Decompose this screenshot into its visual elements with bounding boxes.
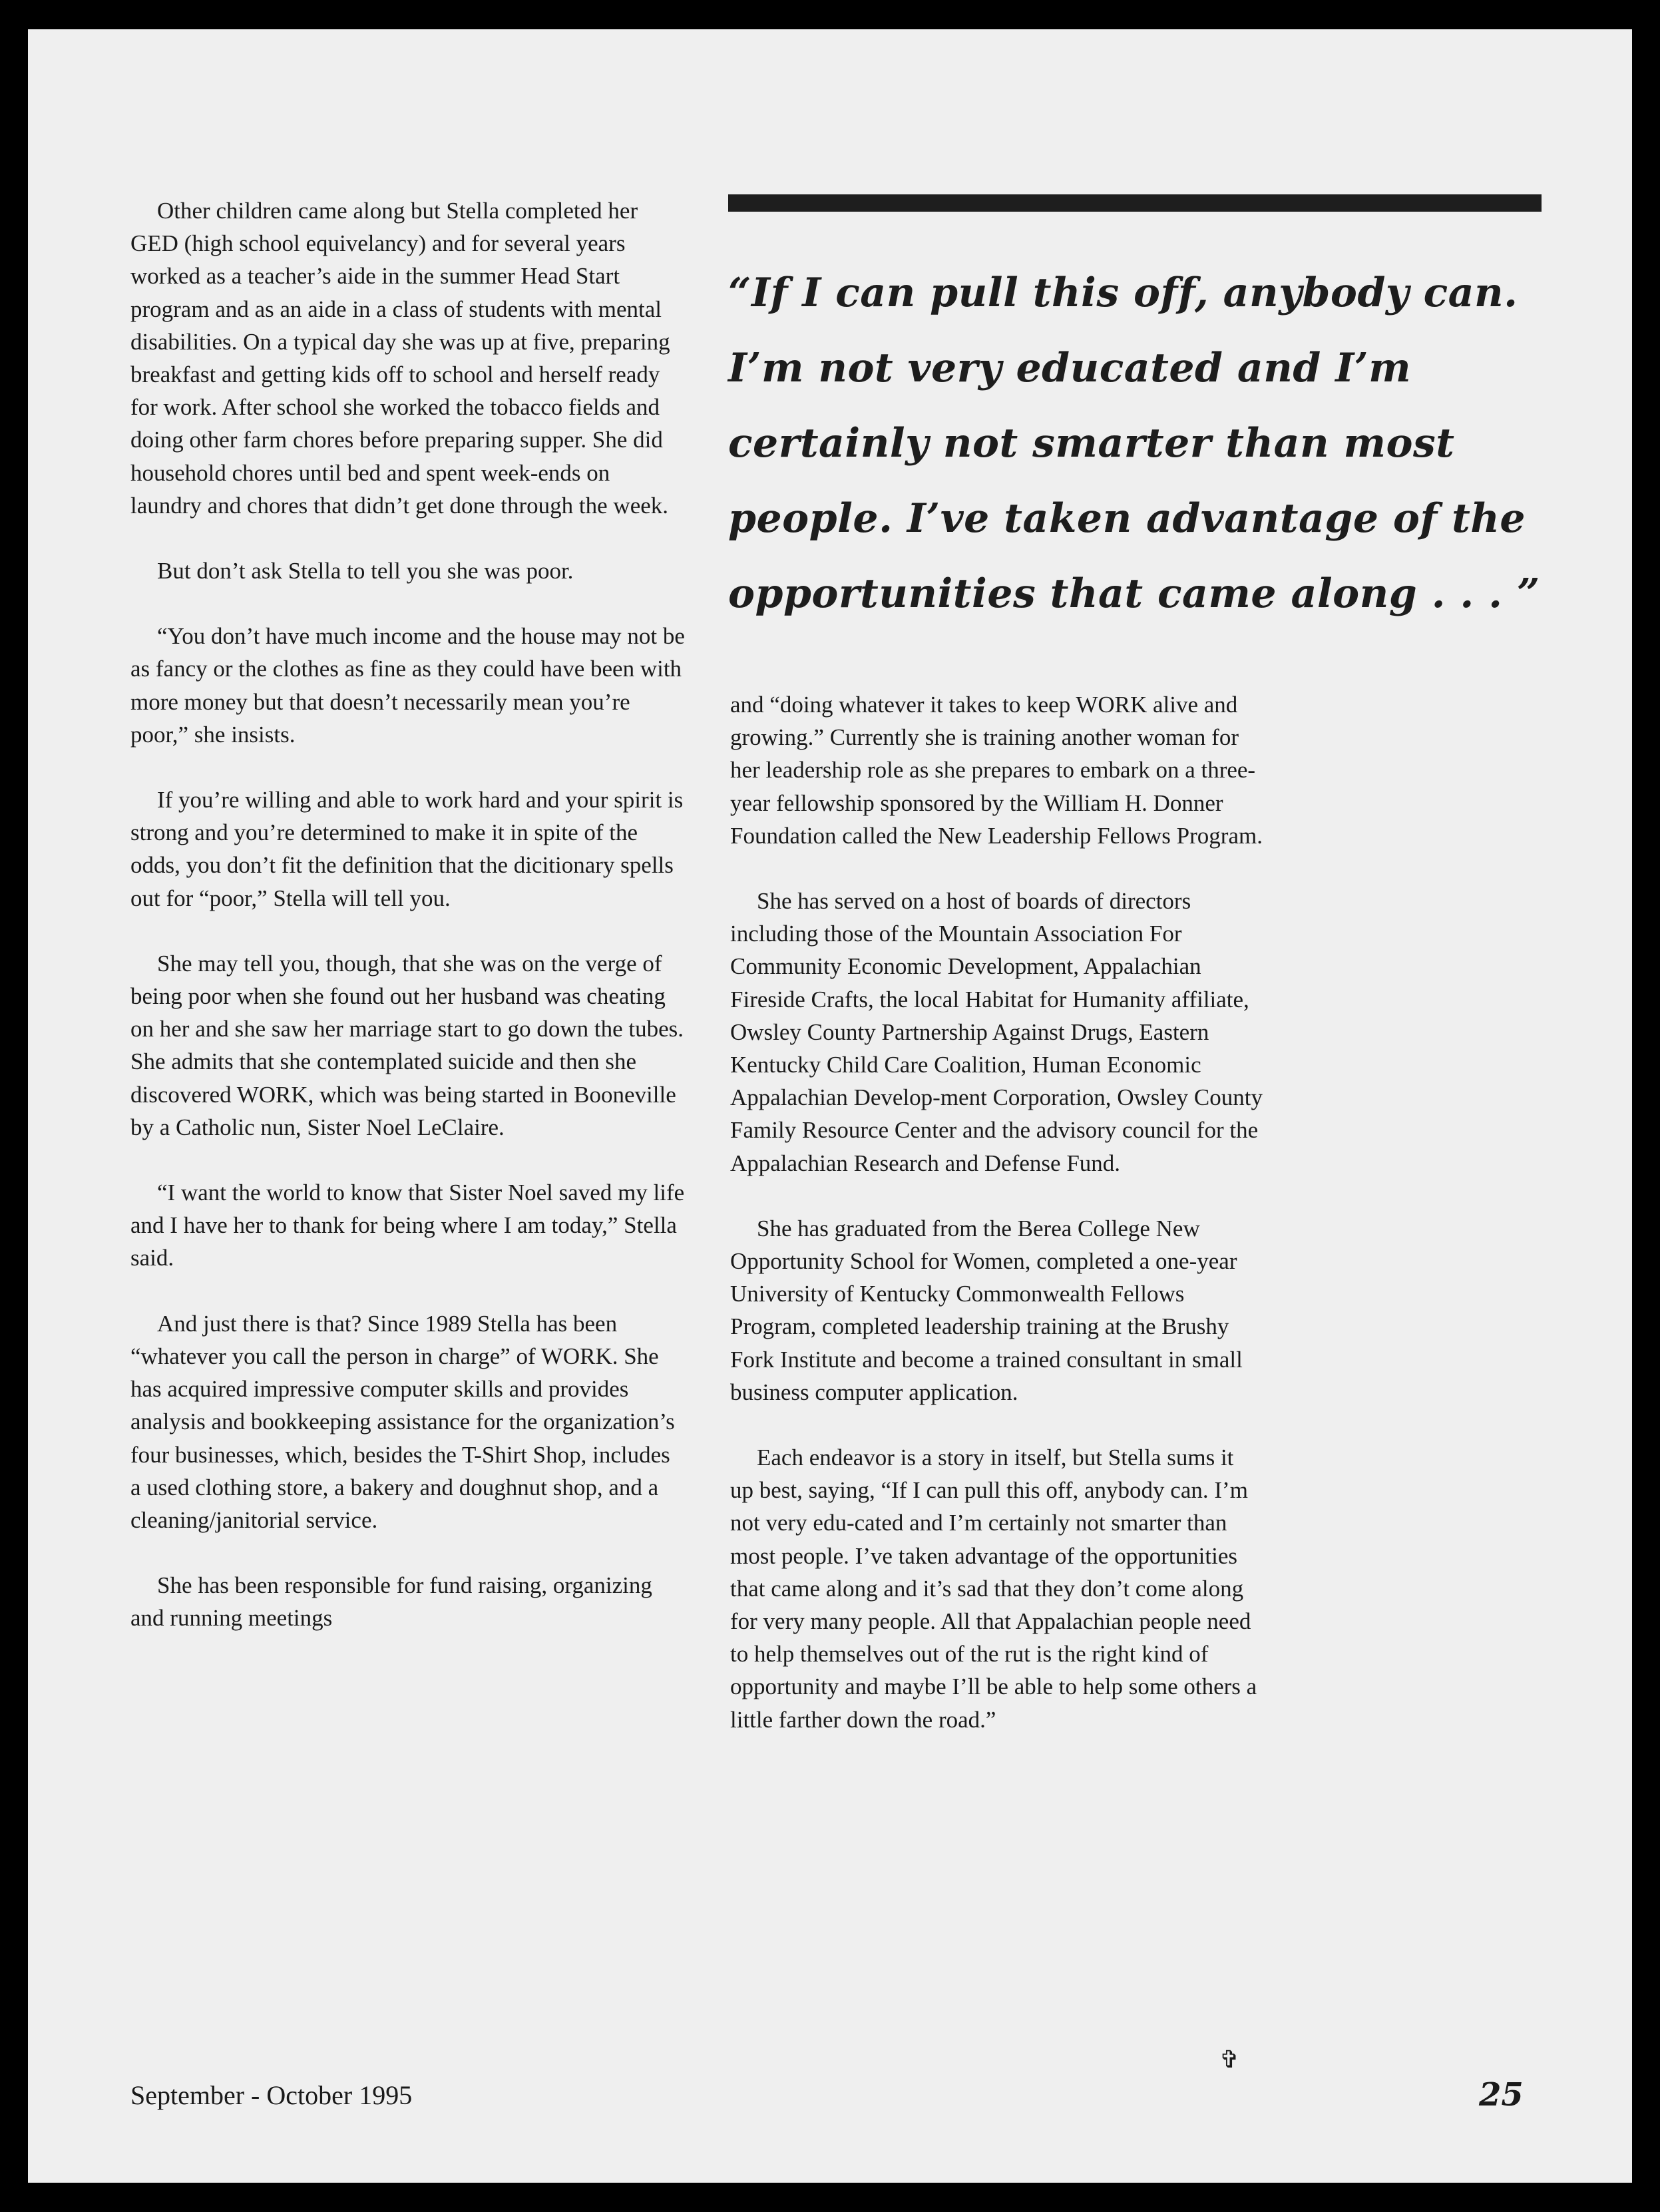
pull-quote-rule — [728, 194, 1542, 212]
pull-quote-line: people. I’ve taken advantage of the — [728, 495, 1526, 542]
page-number: 25 — [1479, 2076, 1524, 2113]
right-text-column — [730, 688, 1263, 1769]
paragraph: Other children came along but Stella completed her GED (high school equivelancy) and for several years worked as a teacher’s aide in the summer Head Start program and as an aide in a class of students with mental disabilities. On a typical day she was up at five, preparing breakfast and getting kids off to school and herself ready for work. After school she worked the tobacco fields and doing other farm chores before preparing supper. She did household chores until bed and spent week-ends on laundry and chores that didn’t get done through the week. — [130, 198, 670, 519]
issue-date: September - October 1995 — [130, 2080, 413, 2110]
paragraph: Each endeavor is a story in itself, but Stella sums it up best, saying, “If I can pull this off, anybody can. I’m not very edu-cated and I’m certainly not smarter than most people. I’ve taken advantage of the opportunities that came along and it’s sad that they don’t come along for very many people. All that Appalachian people need to help themselves out of the rut is the right kind of opportunity and maybe I’ll be able to help some others a little farther down the road.” — [730, 1444, 1257, 1733]
paragraph: She may tell you, though, that she was on the verge of being poor when she found out her husband was cheating on her and she saw her marriage start to go down the tubes. She admits that she contemplated suicide and then she discovered WORK, which was being started in Booneville by a Catholic nun, Sister Noel LeClaire. — [130, 950, 684, 1140]
magazine-page — [28, 29, 1632, 2183]
paragraph: She has been responsible for fund raising, organizing and running meetings — [130, 1572, 652, 1632]
paragraph: “I want the world to know that Sister Noel saved my life and I have her to thank for being where I am today,” Stella said. — [130, 1180, 685, 1271]
paragraph: “You don’t have much income and the house may not be as fancy or the clothes as fine as they could have been with more money but that doesn’t necessarily mean you’re poor,” she insists. — [130, 623, 685, 748]
pull-quote-line: certainly not smarter than most — [728, 420, 1455, 467]
left-text-column — [130, 194, 686, 1667]
pull-quote-line: opportunities that came along . . . ” — [728, 570, 1540, 617]
paragraph: If you’re willing and able to work hard and your spirit is strong and you’re determined to make it in spite of the odds, you don’t fit the definition that the dicitionary spells out for “poor,” Stella will tell you. — [130, 787, 684, 911]
paragraph: But don’t ask Stella to tell you she was poor. — [157, 558, 574, 584]
paragraph: She has served on a host of boards of directors including those of the Mountain Association For Community Economic Development, Appalachian Fireside Crafts, the local Habitat for Humanity affiliate, Owsley County Partnership Against Drugs, Eastern Kentucky Child Care Coalition, Human Economic Appalachian Develop-ment Corporation, Owsley County Family Resource Center and the advisory council for the Appalachian Research and Defense Fund. — [730, 888, 1263, 1176]
pull-quote-line: “If I can pull this off, anybody can. — [728, 270, 1518, 316]
paragraph: And just there is that? Since 1989 Stella has been “whatever you call the person in charge” of WORK. She has acquired impressive computer skills and provides analysis and bookkeeping assistance for the organization’s four businesses, which, besides the T-Shirt Shop, includes a used clothing store, a bakery and doughnut shop, and a cleaning/janitorial service. — [130, 1310, 675, 1533]
pull-quote-line: I’m not very educated and I’m — [728, 345, 1412, 391]
end-mark-icon: ✞ — [1219, 2046, 1240, 2074]
paragraph: and “doing whatever it takes to keep WORK alive and growing.” Currently she is training another woman for her leadership role as she prepares to embark on a three-year fellowship sponsored by the William H. Donner Foundation called the New Leadership Fellows Program. — [730, 692, 1263, 849]
pull-quote — [728, 256, 1593, 632]
paragraph: She has graduated from the Berea College New Opportunity School for Women, completed a one-year University of Kentucky Commonwealth Fellows Program, completed leadership training at the Brushy Fork Institute and become a trained consultant in small business computer application. — [730, 1215, 1243, 1405]
